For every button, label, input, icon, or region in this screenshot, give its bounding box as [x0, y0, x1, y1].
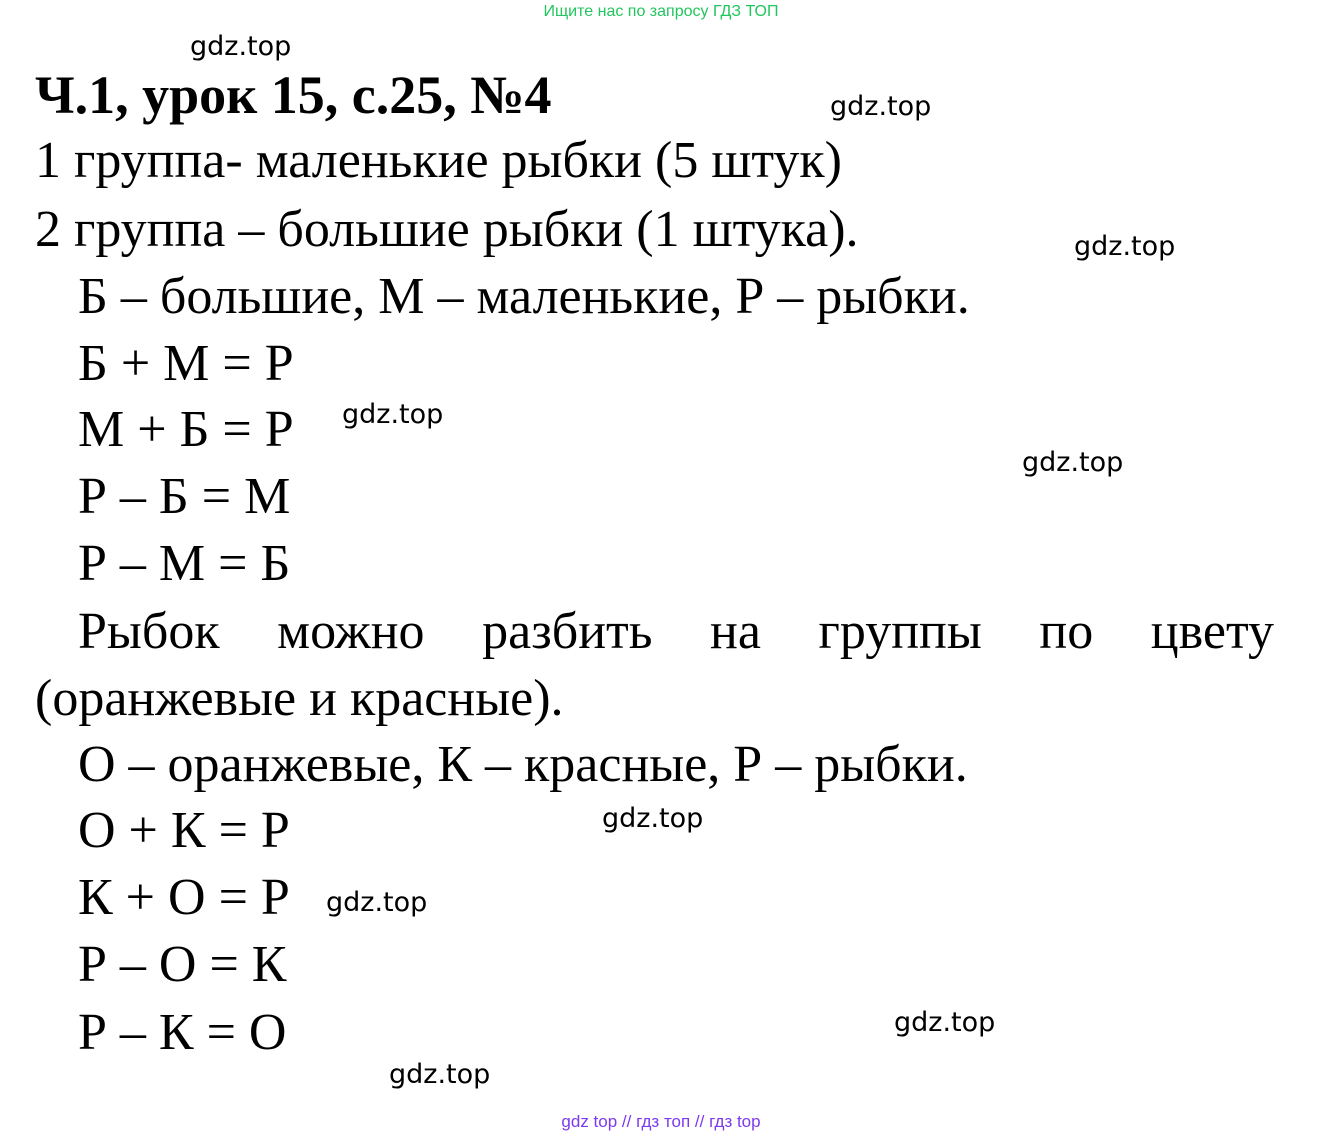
page-title: Ч.1, урок 15, с.25, №4 [35, 65, 552, 125]
text-line: (оранжевые и красные). [35, 670, 564, 727]
equation: Р – К = О [78, 1004, 287, 1061]
equation: О + К = Р [78, 802, 290, 859]
watermark: gdz.top [1022, 447, 1124, 478]
word: Рыбок [78, 603, 220, 660]
watermark: gdz.top [602, 803, 704, 834]
word: по [1039, 603, 1094, 660]
word: цвету [1150, 603, 1274, 660]
word: на [710, 603, 761, 660]
justified-text-line [78, 602, 1274, 662]
text-line: Б – большие, М – маленькие, Р – рыбки. [78, 268, 970, 325]
word: можно [277, 603, 425, 660]
word: разбить [482, 603, 653, 660]
bottom-links-banner[interactable]: gdz top // гдз топ // гдз top [561, 1112, 761, 1131]
equation: К + О = Р [78, 869, 290, 926]
watermark: gdz.top [190, 31, 292, 62]
watermark: gdz.top [830, 91, 932, 122]
watermark: gdz.top [342, 399, 444, 430]
text-line: О – оранжевые, К – красные, Р – рыбки. [78, 736, 968, 793]
watermark: gdz.top [326, 887, 428, 918]
equation: М + Б = Р [78, 401, 294, 458]
text-line: 2 группа – большие рыбки (1 штука). [35, 201, 859, 258]
watermark: gdz.top [1074, 231, 1176, 262]
equation: Р – Б = М [78, 468, 291, 525]
top-search-banner[interactable]: Ищите нас по запросу ГДЗ ТОП [543, 3, 779, 20]
word: группы [818, 603, 982, 660]
watermark: gdz.top [894, 1007, 996, 1038]
equation: Б + М = Р [78, 335, 294, 392]
equation: Р – М = Б [78, 535, 291, 592]
watermark: gdz.top [389, 1059, 491, 1090]
equation: Р – О = К [78, 936, 287, 993]
text-line: 1 группа- маленькие рыбки (5 штук) [35, 132, 842, 189]
